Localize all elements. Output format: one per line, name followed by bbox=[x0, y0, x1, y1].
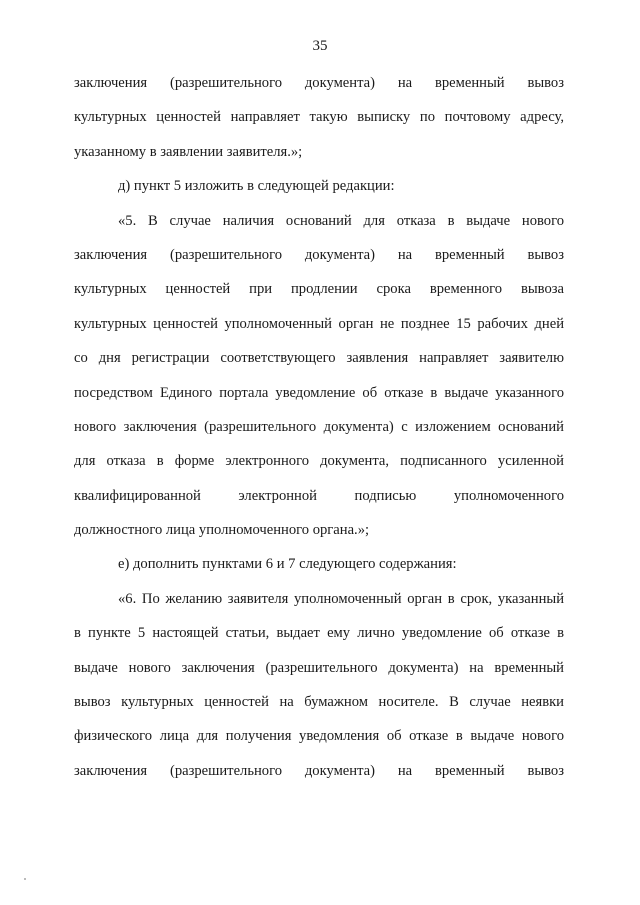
document-body bbox=[74, 66, 564, 788]
text-line: в пункте 5 настоящей статьи, выдает ему лично уведомление об отказе в bbox=[74, 625, 564, 642]
text-line: заключения (разрешительного документа) на временный вывоз bbox=[74, 246, 564, 263]
text-line: физического лица для получения уведомления об отказе в выдаче нового bbox=[74, 728, 564, 745]
text-line: д) пункт 5 изложить в следующей редакции: bbox=[118, 178, 395, 195]
text-line: заключения (разрешительного документа) на временный вывоз bbox=[74, 75, 564, 91]
text-line: культурных ценностей уполномоченный орган не позднее 15 рабочих дней bbox=[74, 315, 564, 332]
text-line: «5. В случае наличия оснований для отказа в выдаче нового bbox=[118, 212, 564, 229]
text-line: выдаче нового заключения (разрешительного документа) на временный bbox=[74, 659, 564, 676]
text-line: для отказа в форме электронного документа, подписанного усиленной bbox=[74, 453, 564, 470]
text-line: указанному в заявлении заявителя.»; bbox=[74, 143, 303, 160]
text-line: посредством Единого портала уведомление об отказе в выдаче указанного bbox=[74, 384, 564, 401]
text-line: вывоз культурных ценностей на бумажном носителе. В случае неявки bbox=[74, 694, 564, 711]
text-line: со дня регистрации соответствующего заявления направляет заявителю bbox=[74, 350, 564, 367]
text-line: культурных ценностей направляет такую выписку по почтовому адресу, bbox=[74, 109, 564, 126]
text-line: культурных ценностей при продлении срока временного вывоза bbox=[74, 281, 564, 298]
scan-speck bbox=[24, 878, 26, 880]
page-number: 35 bbox=[312, 38, 328, 54]
text-line: должностного лица уполномоченного органа.»; bbox=[74, 522, 370, 539]
text-line: е) дополнить пунктами 6 и 7 следующего содержания: bbox=[118, 556, 457, 573]
text-line: заключения (разрешительного документа) на временный вывоз bbox=[74, 762, 564, 779]
text-line: нового заключения (разрешительного документа) с изложением оснований bbox=[74, 418, 564, 435]
text-line: «6. По желанию заявителя уполномоченный орган в срок, указанный bbox=[118, 590, 564, 607]
text-line: квалифицированной электронной подписью уполномоченного bbox=[74, 487, 564, 504]
